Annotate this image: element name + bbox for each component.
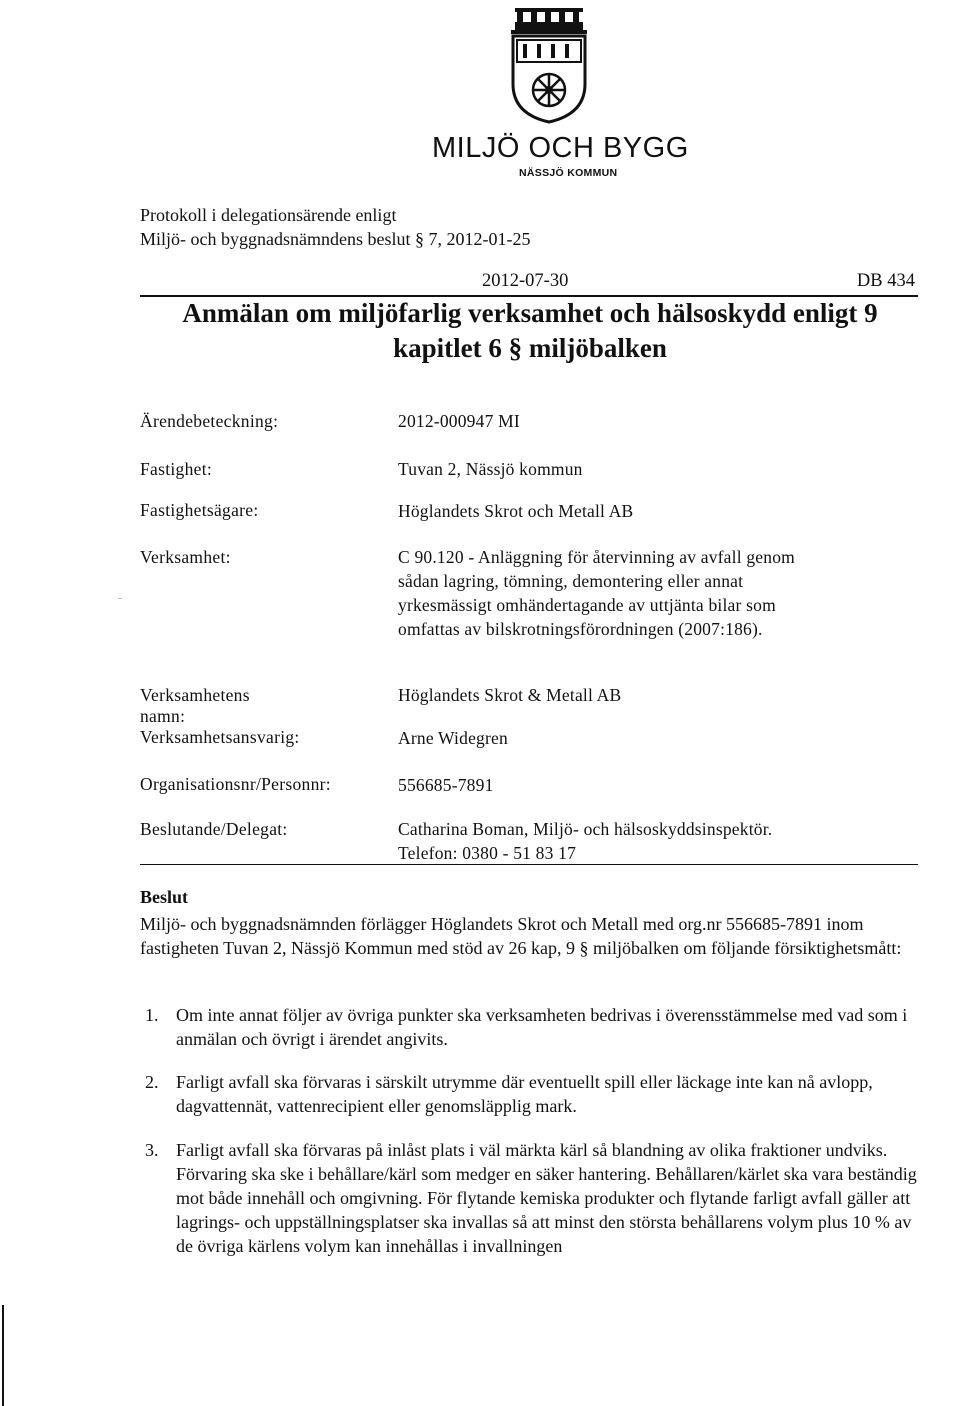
namn-value: Höglandets Skrot & Metall AB [398, 685, 622, 705]
agare-label: Fastighetsägare: [140, 500, 259, 520]
list-item-number: 1. [145, 1005, 159, 1025]
list-item-text: Om inte annat följer av övriga punkter ska verksamheten bedrivas i överensstämmelse med vad som i anmälan och övrigt i ärendet angivits. [176, 1005, 908, 1049]
margin-bar [2, 1305, 4, 1406]
title-line-1: Anmälan om miljöfarlig verksamhet och hälsoskydd enligt 9 [182, 298, 878, 328]
arende-value: 2012-000947 MI [398, 411, 520, 431]
orgnr-label: Organisationsnr/Personnr: [140, 774, 331, 794]
list-item-number: 2. [145, 1072, 159, 1092]
protocol-line-2: Miljö- och byggnadsnämndens beslut § 7, 2012-01-25 [140, 229, 531, 249]
delegat-value: Catharina Boman, Miljö- och hälsoskyddsinspektör. [398, 819, 773, 839]
info-divider [140, 864, 918, 865]
beslut-text: Miljö- och byggnadsnämnden förlägger Höglandets Skrot och Metall med org.nr 556685-7891 inom fastigheten Tuvan 2, Nässjö Kommun med stöd av 26 kap, 9 § miljöbalken om följande försiktighetsmått: [140, 914, 902, 958]
telefon-value: Telefon: 0380 - 51 83 17 [398, 843, 577, 863]
title-line-2: kapitlet 6 § miljöbalken [393, 333, 667, 363]
scan-mark [118, 598, 122, 599]
verksamhet-value: C 90.120 - Anläggning för återvinning av avfall genom sådan lagring, tömning, demontering eller annat yrkesmässigt omhändertagande av uttjänta bilar som omfattas av bilskrotningsförordningen (2007:186). [398, 547, 795, 639]
fastighet-value: Tuvan 2, Nässjö kommun [398, 459, 583, 479]
list-item [140, 1070, 930, 1118]
org-subtitle: NÄSSJÖ KOMMUN [519, 167, 618, 179]
list-item-text: Farligt avfall ska förvaras på inlåst plats i väl märkta kärl så blandning av olika fraktioner undviks. Förvaring ska ske i behållare/kärl som medger en säker hantering. Behållaren/kärlet ska vara beständig mot både innehåll och omgivning. För flytande kemiska produkter och flytande farligt avfall gäller att lagrings- och uppställningsplatser ska invallas så att minst den största behållarens volym plus 10 % av de övriga kärlens volym kan innehållas i invallningen [176, 1140, 917, 1256]
orgnr-value: 556685-7891 [398, 775, 494, 795]
beslut-heading: Beslut [140, 887, 189, 907]
delegat-label: Beslutande/Delegat: [140, 819, 288, 839]
list-item [140, 1003, 930, 1051]
ansvarig-value: Arne Widegren [398, 728, 508, 748]
list-item-text: Farligt avfall ska förvaras i särskilt utrymme där eventuellt spill eller läckage inte kan nå avlopp, dagvattennät, vattenrecipient eller genomsläpplig mark. [176, 1072, 873, 1116]
coat-of-arms-logo [503, 6, 595, 124]
document-title [140, 296, 920, 366]
ansvarig-label: Verksamhetsansvarig: [140, 727, 300, 747]
document-number: DB 434 [856, 271, 915, 291]
list-item-number: 3. [145, 1140, 159, 1160]
document-date: 2012-07-30 [482, 271, 569, 291]
namn-label: Verksamhetens namn: [140, 685, 250, 726]
org-title: MILJÖ OCH BYGG [432, 132, 689, 164]
list-item [140, 1138, 930, 1258]
agare-value: Höglandets Skrot och Metall AB [398, 501, 634, 521]
arende-label: Ärendebeteckning: [140, 411, 279, 431]
protocol-line-1: Protokoll i delegationsärende enligt [140, 205, 397, 225]
verksamhet-label: Verksamhet: [140, 547, 231, 567]
fastighet-label: Fastighet: [140, 459, 213, 479]
